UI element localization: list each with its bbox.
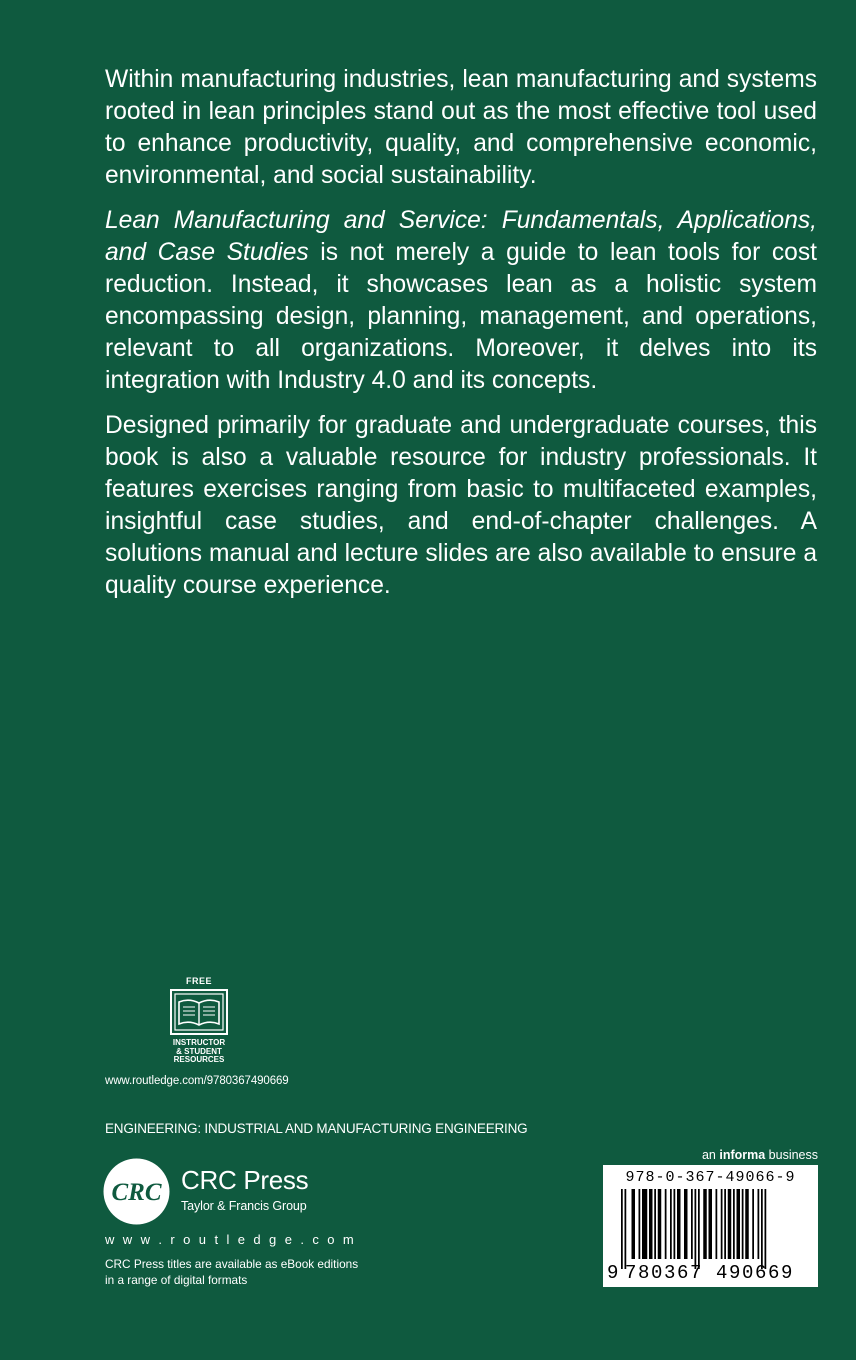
barcode-bar [752, 1189, 754, 1259]
barcode-bar [691, 1189, 693, 1259]
blurb-paragraph-3: Designed primarily for graduate and undergraduate courses, this book is also a valuable resource for industry professionals. It features exercises ranging from basic to multifaceted examples, insightful case studies, and end-of-chapter challenges. A solutions manual and lecture slides are also available to ensure a quality course experience. [105, 412, 817, 599]
barcode-bar [674, 1189, 676, 1259]
barcode-bar [658, 1189, 662, 1259]
resources-text [165, 1039, 233, 1065]
barcode-bar [724, 1189, 726, 1259]
barcode-bar [716, 1189, 718, 1259]
blurb-paragraph-1: Within manufacturing industries, lean manufacturing and systems rooted in lean principles stand out as the most effective tool used to enhance productivity, quality, and comprehensive economic, environmental, and social sustainability. [105, 66, 817, 189]
barcode-bar [733, 1189, 735, 1259]
isbn-barcode [603, 1165, 818, 1287]
publisher-group: Taylor & Francis Group [181, 1199, 307, 1213]
crc-logo-text: CRC [111, 1179, 162, 1206]
subject-category: ENGINEERING: INDUSTRIAL AND MANUFACTURING ENGINEERING [105, 1121, 528, 1136]
publisher-website[interactable]: w w w . r o u t l e d g e . c o m [105, 1232, 357, 1247]
barcode-bar [621, 1189, 623, 1269]
informa-prefix: an [701, 1148, 720, 1162]
barcode-bar [639, 1189, 641, 1259]
barcode-bar [654, 1189, 656, 1259]
barcode-bar [665, 1189, 667, 1259]
barcode-bar [745, 1189, 749, 1259]
blurb-paragraph-2 [105, 205, 817, 397]
publisher-name: CRC Press [181, 1165, 309, 1195]
barcode-bar [737, 1189, 741, 1259]
barcode-bar [649, 1189, 653, 1259]
barcode-bar [642, 1189, 647, 1259]
barcode-bar [684, 1189, 688, 1259]
resources-url[interactable]: www.routledge.com/9780367490669 [105, 1075, 289, 1087]
informa-suffix: business [765, 1148, 818, 1162]
barcode-bar [703, 1189, 707, 1259]
blurb-paragraph-2-text: is not merely a guide to lean tools for cost reduction. Instead, it showcases lean as a holistic system encompassing design, planning, management, and operations, relevant to all organizations. Moreover, it delves into its integration with Industry 4.0 and its concepts. [105, 239, 817, 394]
barcode-bar [758, 1189, 760, 1259]
informa-brand: informa [719, 1148, 766, 1162]
barcode-bar [670, 1189, 672, 1259]
back-cover-blurb [105, 64, 817, 615]
resources-line-2: & STUDENT [176, 1046, 222, 1056]
barcode-bar [728, 1189, 732, 1259]
barcode-bar [709, 1189, 713, 1259]
barcode-bar [742, 1189, 744, 1259]
barcode-bars [609, 1189, 812, 1269]
informa-business-label [702, 1148, 818, 1162]
crc-press-logo [103, 1158, 170, 1225]
barcode-bar [695, 1189, 697, 1269]
barcode-bar [761, 1189, 763, 1269]
barcode-bar [721, 1189, 723, 1259]
barcode-bar [698, 1189, 700, 1269]
barcode-bar [632, 1189, 636, 1259]
ean-digits: 780367 490669 [625, 1262, 795, 1284]
open-book-icon [170, 989, 228, 1035]
free-label: FREE [185, 976, 212, 986]
ean-prefix-digit: 9 [607, 1262, 619, 1284]
resources-line-3: RESOURCES [173, 1055, 225, 1064]
barcode-bar [765, 1189, 767, 1269]
book-title: Lean Manufacturing and Service: Fundamentals, Applications, and Case Studies [105, 207, 817, 266]
isbn-label: 978-0-367-49066-9 [625, 1169, 796, 1186]
barcode-bar [677, 1189, 681, 1259]
resources-line-1: INSTRUCTOR [172, 1038, 226, 1047]
ebook-note: CRC Press titles are available as eBook editions in a range of digital formats [105, 1257, 359, 1287]
free-resources-badge [165, 976, 233, 1065]
barcode-bar [625, 1189, 627, 1269]
